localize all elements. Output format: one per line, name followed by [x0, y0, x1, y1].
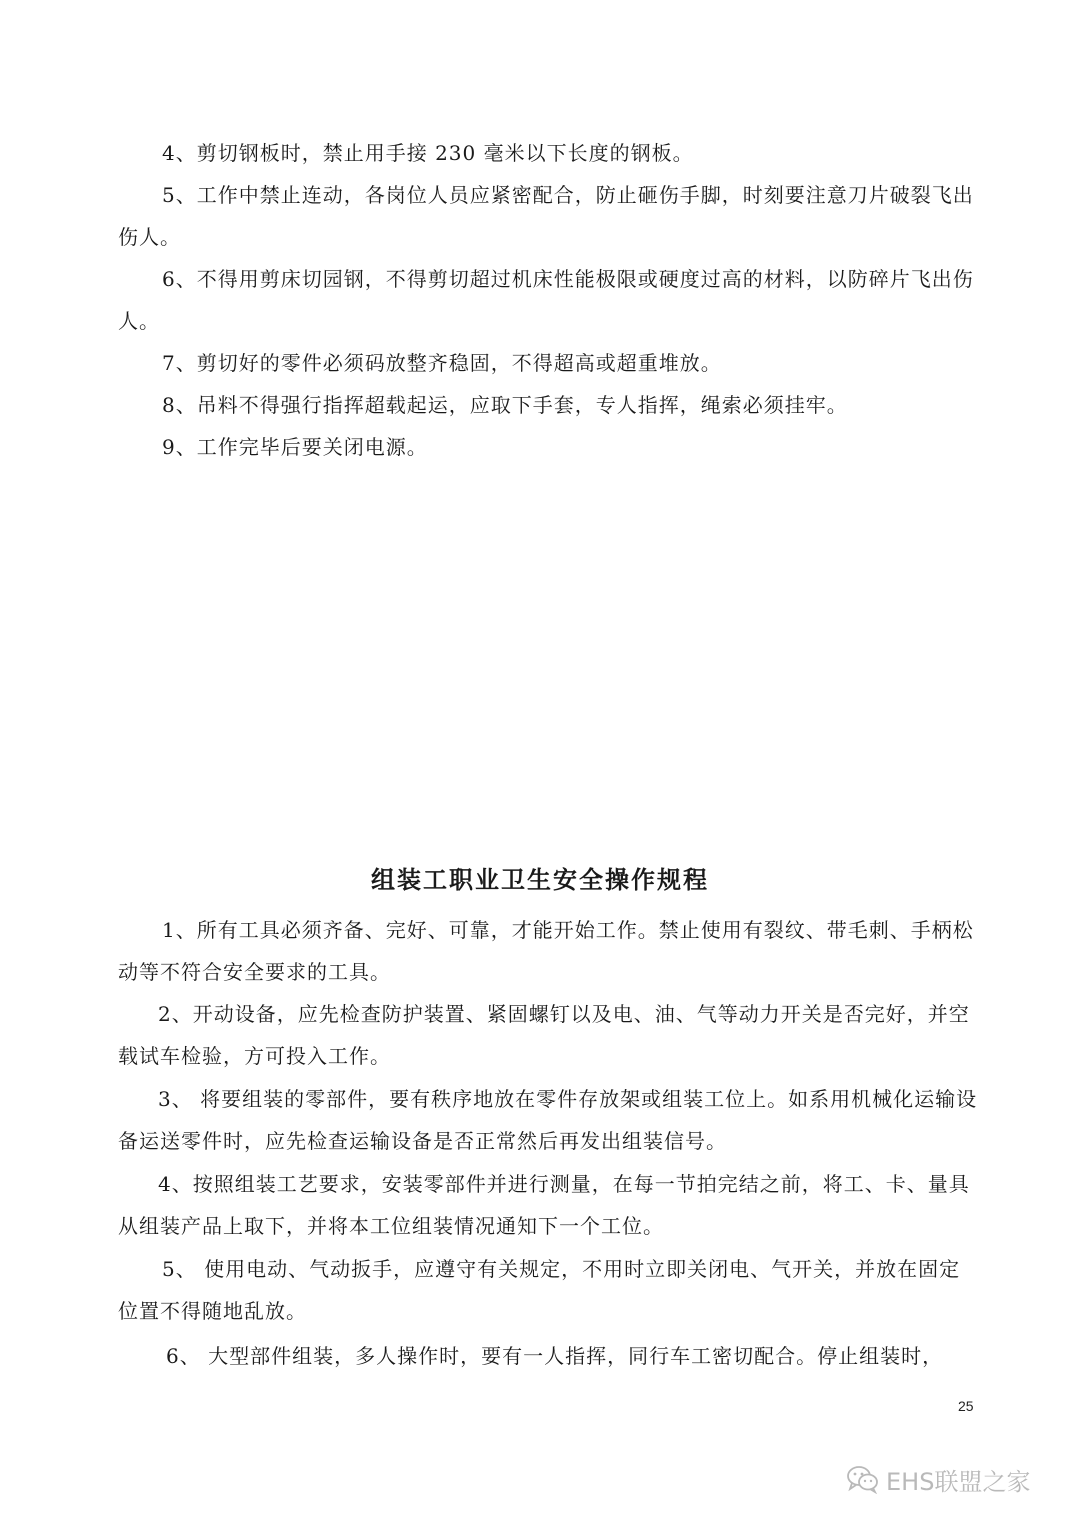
page-number: 25 [958, 1398, 974, 1414]
watermark-text: EHS联盟之家 [886, 1467, 1031, 1496]
assembly-rule-2: 2、开动设备，应先检查防护装置、紧固螺钉以及电、油、气等动力开关是否完好，并空载试车检验，方可投入工作。 [118, 1002, 970, 1068]
watermark [846, 1462, 1030, 1496]
assembly-rule-6: 6、 大型部件组装，多人操作时，要有一人指挥，同行车工密切配合。停止组装时， [166, 1344, 944, 1368]
rule-item-7: 7、剪切好的零件必须码放整齐稳固，不得超高或超重堆放。 [162, 351, 722, 375]
wechat-icon [846, 1464, 880, 1494]
assembly-rule-3: 3、 将要组装的零部件，要有秩序地放在零件存放架或组装工位上。如系用机械化运输设备运送零件时，应先检查运输设备是否正常然后再发出组装信号。 [118, 1087, 978, 1153]
rule-item-9: 9、工作完毕后要关闭电源。 [162, 435, 428, 459]
rule-item-8: 8、吊料不得强行指挥超载起运，应取下手套，专人指挥，绳索必须挂牢。 [162, 393, 848, 417]
assembly-rule-1: 1、所有工具必须齐备、完好、可靠，才能开始工作。禁止使用有裂纹、带毛刺、手柄松动等不符合安全要求的工具。 [118, 918, 974, 984]
rule-item-5: 5、工作中禁止连动，各岗位人员应紧密配合，防止砸伤手脚，时刻要注意刀片破裂飞出伤人。 [118, 183, 974, 249]
assembly-rule-5: 5、 使用电动、气动扳手，应遵守有关规定，不用时立即关闭电、气开关，并放在固定位置不得随地乱放。 [118, 1257, 961, 1323]
assembly-rule-4: 4、按照组装工艺要求，安装零部件并进行测量，在每一节拍完结之前，将工、卡、量具从组装产品上取下，并将本工位组装情况通知下一个工位。 [118, 1172, 970, 1238]
rule-item-6: 6、不得用剪床切园钢，不得剪切超过机床性能极限或硬度过高的材料，以防碎片飞出伤人。 [118, 267, 974, 333]
rule-item-4: 4、剪切钢板时，禁止用手接 230 毫米以下长度的钢板。 [162, 141, 694, 165]
section-title: 组装工职业卫生安全操作规程 [371, 866, 709, 894]
